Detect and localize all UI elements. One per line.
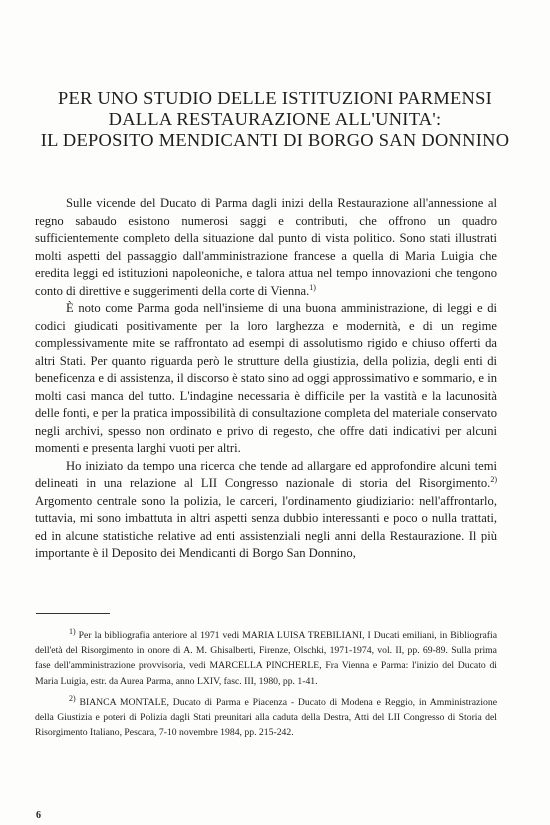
footnote-ref-2: 2) (490, 474, 497, 484)
footnote-1 (35, 628, 497, 689)
footnote-1-text: Per la bibliografia anteriore al 1971 vedi MARIA LUISA TREBILIANI, I Ducati emiliani, in Bibliografia dell'età del Risorgimento in onore di A. M. Ghisalberti, Firenze, Olschki, 1971-1974, vol. II, pp. 69-89. Sulla prima fase dell'amministrazione provvisoria, vedi MARCELLA PINCHERLE, Fra Vienna e Parma: l'inizio del Ducato di Maria Luigia, estr. da Aurea Parma, anno LXIV, fasc. III, 1980, pp. 1-41. (35, 630, 498, 687)
paragraph-1-text: Sulle vicende del Ducato di Parma dagli inizi della Restaurazione all'annessione al regno sabaudo esistono numerosi saggi e contributi, che offrono un quadro sufficientemente completo della situazione dal punto di vista politico. Sono stati illustrati molti aspetti del passaggio dall'amministrazione francese a quella di Maria Luigia che eredita leggi ed istituzioni napoleoniche, e talora attua nel tempo innovazioni che tengono conto di direttive e suggerimenti della corte di Vienna. (35, 196, 497, 298)
footnotes (35, 628, 497, 746)
paragraph-2: È noto come Parma goda nell'insieme di una buona amministrazione, di leggi e di codici giudicati positivamente per la loro larghezza e modernità, e di un regime complessivamente mite se raffrontato ad esempi di assolutismo rigido e chiuso offerti da altri Stati. Per quanto riguarda però le strutture della giustizia, della polizia, degli enti di beneficenza e di assistenza, il discorso è stato sino ad oggi approssimativo e sommario, e in molti casi manca del tutto. L'indagine necessaria è difficile per la vastità e la lacunosità delle fonti, e per la pratica impossibilità di consultazione completa del materiale conservato negli archivi, spesso non ordinato e privo di regesto, che offre dati indicativi per alcuni momenti e presenta larghi vuoti per altri. (35, 301, 497, 455)
title-line-3: IL DEPOSITO MENDICANTI DI BORGO SAN DONNINO (40, 130, 510, 150)
footnote-2 (35, 695, 497, 741)
footnote-divider (36, 613, 110, 614)
footnote-2-text: BIANCA MONTALE, Ducato di Parma e Piacenza - Ducato di Modena e Reggio, in Amministrazione della Giustizia e poteri di Polizia dagli Stati preunitari alla caduta della Destra, Atti del LII Congresso di Storia del Risorgimento Italiano, Pescara, 7-10 novembre 1984, pp. 215-242. (35, 696, 498, 739)
article-body (35, 195, 497, 563)
title-line-2: DALLA RESTAURAZIONE ALL'UNITA': (108, 109, 442, 129)
page-number: 6 (36, 810, 41, 821)
paragraph-3 (35, 458, 497, 563)
title-line-1: PER UNO STUDIO DELLE ISTITUZIONI PARMENSI (57, 88, 493, 108)
footnote-1-number: 1) (69, 626, 76, 636)
paragraph-3-text-b: Argomento centrale sono la polizia, le carceri, l'ordinamento giudiziario: nell'affrontarlo, tuttavia, mi sono imbattuta in altri aspetti senza dubbio interessanti e poco o nulla trattati, ed in alcune statistiche relative ad enti assistenziali negli anni della Restaurazione. Il più importante è il Deposito dei Mendicanti di Borgo San Donnino, (35, 493, 497, 560)
footnote-2-number: 2) (69, 693, 76, 703)
paragraph-1 (35, 195, 497, 300)
paragraph-3-text-a: Ho iniziato da tempo una ricerca che tende ad allargare ed approfondire alcuni temi delineati in una relazione al LII Congresso nazionale di storia del Risorgimento. (35, 458, 497, 490)
footnote-ref-1: 1) (309, 282, 316, 292)
article-title (20, 88, 530, 151)
